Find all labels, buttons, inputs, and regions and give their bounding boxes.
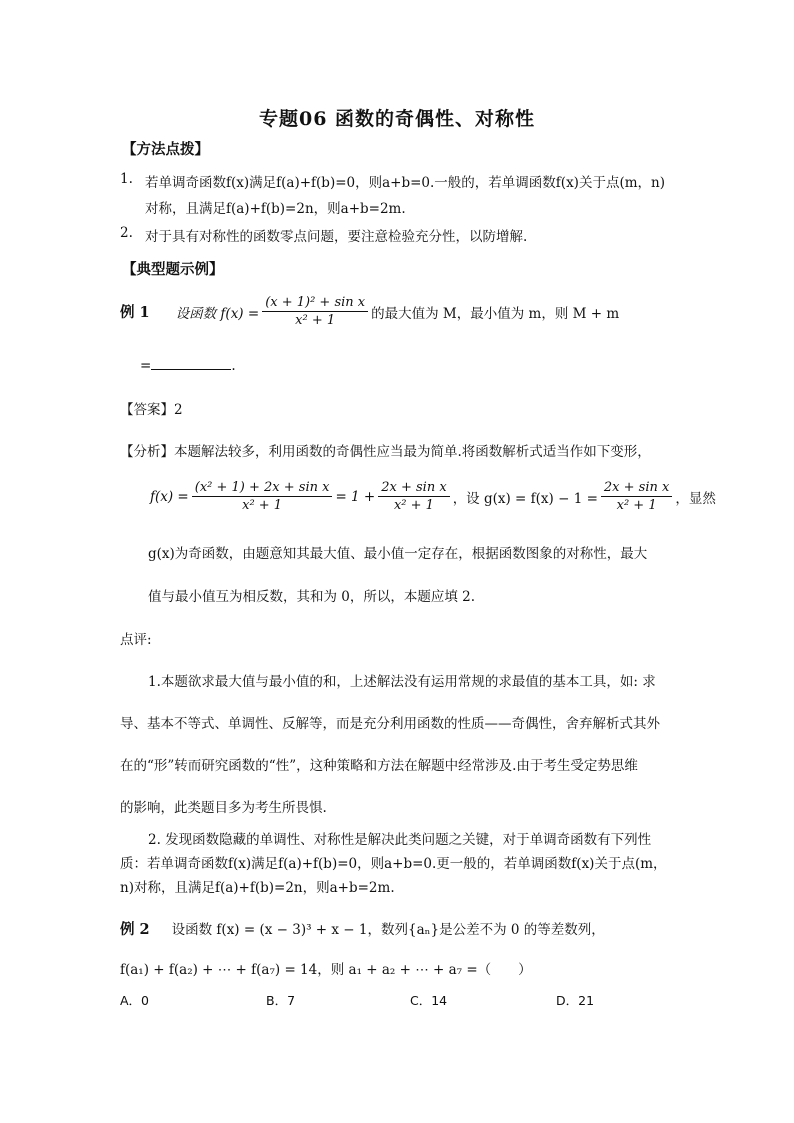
method-item-1-number: 1. bbox=[120, 171, 133, 187]
analysis-fraction-2-numerator: 2x + sin x bbox=[378, 480, 449, 497]
comment-1-line-1: 1.本题欲求最大值与最小值的和，上述解法没有运用常规的求最值的基本工具，如: 求 bbox=[148, 674, 656, 690]
example-2-label: 例 2 bbox=[120, 921, 150, 938]
comment-2-line-2: 质：若单调奇函数f(x)满足f(a)+f(b)=0，则a+b=0.更一般的，若单调函数f(x)关于点(m， bbox=[120, 856, 667, 872]
analysis-eq-lhs: f(x) = bbox=[150, 488, 189, 505]
analysis-eq-mid2: ，设 g(x) = f(x) − 1 = bbox=[452, 490, 598, 507]
example-1-equals: = bbox=[140, 358, 152, 374]
method-item-1-line1: 若单调奇函数f(x)满足f(a)+f(b)=0，则a+b=0.一般的，若单调函数f(x)关于点(m，n) bbox=[145, 175, 665, 191]
example-1-period: . bbox=[231, 358, 236, 374]
analysis-fraction-2 bbox=[378, 480, 449, 513]
analysis-fraction-3-denominator: x² + 1 bbox=[616, 498, 657, 513]
analysis-line-3: g(x)为奇函数，由题意知其最大值、最小值一定存在，根据函数图象的对称性，最大 bbox=[148, 546, 648, 562]
section-heading-examples: 【典型题示例】 bbox=[122, 261, 224, 278]
analysis-eq-end: ，显然 bbox=[675, 490, 716, 507]
analysis-fraction-2-denominator: x² + 1 bbox=[393, 498, 434, 513]
analysis-fraction-3-numerator: 2x + sin x bbox=[601, 480, 672, 497]
example-1-text-after: 的最大值为 M，最小值为 m，则 M + m bbox=[371, 305, 620, 322]
section-heading-method: 【方法点拨】 bbox=[122, 141, 209, 158]
example-1-label: 例 1 bbox=[120, 304, 150, 321]
example-1-question bbox=[120, 295, 619, 328]
answer-blank bbox=[151, 357, 231, 370]
analysis-line-4: 值与最小值互为相反数，其和为 0，所以，本题应填 2. bbox=[148, 589, 476, 605]
analysis-intro: 【分析】本题解法较多，利用函数的奇偶性应当最为简单.将函数解析式适当作如下变形， bbox=[120, 444, 651, 460]
comment-1-line-3: 在的“形”转而研究函数的“性”，这种策略和方法在解题中经常涉及.由于考生受定势思维 bbox=[120, 758, 638, 774]
comment-label: 点评: bbox=[120, 632, 152, 648]
example-1-fraction-numerator: (x + 1)² + sin x bbox=[262, 295, 368, 312]
method-item-2-line1: 对于具有对称性的函数零点问题，要注意检验充分性，以防增解. bbox=[145, 229, 528, 245]
example-1-answer-line bbox=[140, 357, 236, 374]
example-2-line-2: f(a₁) + f(a₂) + ⋯ + f(a₇) = 14，则 a₁ + a₂ + ⋯ + a₇ =（ ） bbox=[120, 962, 532, 978]
analysis-fraction-3 bbox=[601, 480, 672, 513]
example-1-fraction bbox=[262, 295, 368, 328]
comment-2-line-3: n)对称，且满足f(a)+f(b)=2n，则a+b=2m. bbox=[120, 880, 395, 896]
example-2-line-1: 设函数 f(x) = (x − 3)³ + x − 1，数列{aₙ}是公差不为 0 的等差数列， bbox=[171, 922, 605, 938]
analysis-equation bbox=[150, 480, 716, 513]
option-c: C．14 bbox=[410, 993, 448, 1008]
page-title: 专题06 函数的奇偶性、对称性 bbox=[258, 108, 536, 130]
example-1-text-before: 设函数 f(x) = bbox=[175, 305, 260, 322]
comment-1-line-4: 的影响，此类题目多为考生所畏惧. bbox=[120, 800, 327, 816]
method-item-2-number: 2. bbox=[120, 225, 133, 241]
answer-text: 【答案】2 bbox=[120, 402, 183, 418]
example-2-question bbox=[120, 918, 605, 939]
option-a: A．0 bbox=[120, 993, 150, 1008]
analysis-fraction-1 bbox=[192, 480, 333, 513]
analysis-eq-mid: = 1 + bbox=[335, 488, 376, 505]
option-b: B．7 bbox=[266, 993, 296, 1008]
comment-1-line-2: 导、基本不等式、单调性、反解等，而是充分利用函数的性质——奇偶性，舍弃解析式其外 bbox=[120, 716, 660, 732]
example-1-fraction-denominator: x² + 1 bbox=[295, 313, 336, 328]
analysis-fraction-1-numerator: (x² + 1) + 2x + sin x bbox=[192, 480, 333, 497]
comment-2-line-1: 2. 发现函数隐藏的单调性、对称性是解决此类问题之关键，对于单调奇函数有下列性 bbox=[148, 832, 652, 848]
analysis-fraction-1-denominator: x² + 1 bbox=[242, 498, 283, 513]
method-item-1-line2: 对称，且满足f(a)+f(b)=2n，则a+b=2m. bbox=[145, 201, 406, 217]
option-d: D．21 bbox=[556, 993, 595, 1008]
